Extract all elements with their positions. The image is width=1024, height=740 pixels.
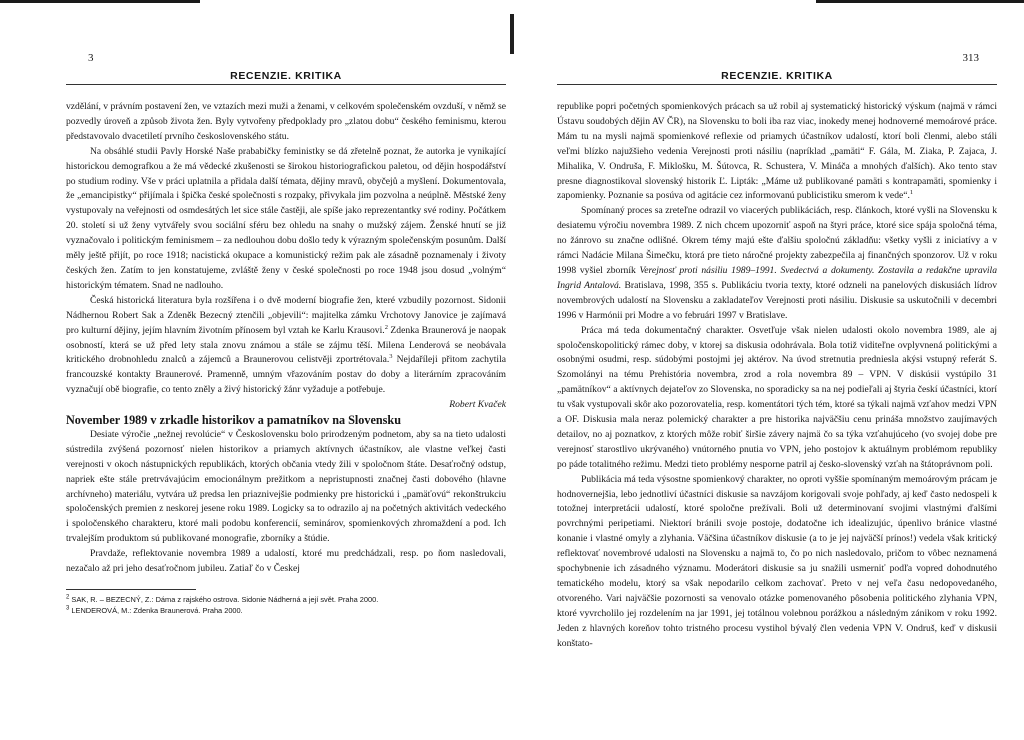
footnote-number: 2 bbox=[66, 594, 70, 601]
footnote-rule bbox=[66, 589, 196, 590]
header-rule bbox=[557, 84, 997, 85]
footnote bbox=[66, 605, 506, 616]
footnote bbox=[66, 594, 506, 605]
right-body-text bbox=[557, 100, 997, 652]
section-heading: November 1989 v zrkadle historikov a pamatníkov na Slovensku bbox=[66, 413, 401, 428]
book-gutter-shadow bbox=[510, 14, 514, 54]
paragraph-text: Spomínaný proces sa zreteľne odrazil vo viacerých publikáciách, resp. článkoch, ktoré vyšli na Slovensku k desiatemu výročiu novembra 1989. Z nich chcem upozorniť aspoň na štyri práce, ktoré sice spája spoločná téma, no žánrovo su značne odlišné. Okrem témy majú ešte ďalšiu spoločnú základňu: všetky vyšli z iniciatívy a v rámci Nadácie Milana Šimečku, ktorá pre tieto náročné projekty zabezpečila aj finančných sponzorov. Už v roku 1998 vyšiel zborník bbox=[557, 205, 997, 276]
footnote-ref: 3 bbox=[389, 353, 393, 361]
paragraph: Práca má teda dokumentačný charakter. Osvetľuje však nielen udalosti okolo novembra 1989, ale aj spoločenskopolitický rámec doby, v ktorej sa diskusia odohrávala. Bola totiž viditeľne ovplyvnená politickými a osobnými osudmi, resp. súdobými postojmi jej aktérov. Na úvod stretnutia predniesla akýsi vstupný referát S. Szomolányi na tému Prehistória novembra, zrod a rola novembra 89 – VPN. V diskúsii vystúpilo 31 „pamätníkov“ a aktívnych dejateľov zo Slovenska, no sporadicky sa na nej podieľali aj štyria českí účastníci, ktorí tu však vystupovali skôr ako pozorovatelia, resp. komentátori tých tém, ktoré sa týkali najmä vzťahov medzi VPN a OF. Diskusia mala neraz polemický charakter a pre historika najväčšiu cenu prináša množstvo zaujímavých detailov, no aj poznatkov, z ktorých môže robiť širšie závery najmä čo sa týka vzťahujúceho (vo svojej dobe pre verejnosť starostlivo ukrývaného) vnútorného pnutia vo VPN, jeho postojov k aktuálnym problémom republiky po páde totalitného režimu. Medzi tieto problémy nesporne patril aj česko-slovenský vzťah na štátoprávnom poli. bbox=[557, 324, 997, 470]
paragraph-text: Zdenka Braunerová je naopak osobností, která se už před lety stala znovu známou a stále se zájmu těší. Milena Lenderová se neobávala kritického drobnohledu znalců a zájemců a Braunerovou celistvěji zportrétovala. bbox=[66, 324, 507, 366]
page-number: 3 bbox=[88, 52, 94, 64]
paragraph-text: Česká historická literatura byla rozšířena i o dvě moderní biografie žen, které vzbudily pozornost. Sidonii Nádhernou Robert Sak a Zdeněk Bezecný ztenčili „objevili“: majitelka zámku Vrchotovy Janovice je zajímavá pro kulturní dějiny, jejím hlavním životním přínosem byl vztah ke Karlu Krausovi. bbox=[66, 294, 506, 336]
paragraph bbox=[66, 294, 506, 398]
paragraph: Publikácia má teda výsostne spomienkový charakter, no oproti vyššie spomínaným memoárovým prácam je hodnovernejšia, lebo jednotliví účastníci diskusie sa navzájom korigovali svoje pohľady, aj keď často nedospeli k totožnej interpretácii udalostí, ktoré spoločne prežívali. Boli už determinovaní svojimi vlastnými ďalšími povrchnými peripetiami. Niektorí bránili svoje postoje, dodatočne ich idealizujúc, úpenlivo bránice vlastné konanie i vlastné omyly a zlyhania. Väčšina účastníkov diskusie (a to je jej najväčší prínos!) vedela však kritický reflektovať novembrové udalosti na Slovensku a najmä to, čo po nich nasledovalo, pričom to vôbec neznamená spochybnenie ich zásadného významu. Moderátori diskusie sa ju snažili usmerniť podľa vopred dohodnutého tematického modelu, ktorý sa však nepodarilo celkom zachovať. Preto v nej veľa času nedopovedaného, otvoreného. Vari najväčšie pozornosti sa venovalo otázke pomenovaného pôsobenia politického zlyhania VPN, ktoré vyvrcholilo jej rozdelením na jar 1991, jej totálnou volebnou porážkou a následným zánikom v roku 1992. Jeden z hlavných koreňov tohto tristného procesu vystihol bývalý člen vedenia VPN V. Ondruš, keď v diskusii konštato- bbox=[557, 473, 997, 649]
header-rule bbox=[66, 84, 506, 85]
paragraph-text: republike popri početných spomienkových prácach sa už robil aj systematický historický výskum (najmä v rámci Ústavu soudobých dějin AV ČR), na Slovensku to boli iba raz viac, inokedy menej hodnoverné memoárové práce. Mám tu na mysli najmä spomienkové reflexie od priamych účastníkov udalostí, ktorí boli členmi, alebo stáli veľmi blízko najužšieho vedenia Verejnosti proti násiliu (napríklad „pamäti“ F. Gála, M. Ziaka, P. Zajaca, J. Mihalika, V. Ondruša, F. Miklošku, M. Šútovca, R. Schustera, V. Mináča a mnohých ďalších). Ako tento stav presne diagnostikoval slovenský historik Ľ. Lipták: „Máme už publikované pamäti s kontrapamäti, spomienky i zapomienky. Poznanie sa posúva od agitácie cez informovanú publicistiku smerom k vede“. bbox=[557, 101, 997, 202]
paragraph bbox=[557, 204, 997, 323]
paragraph bbox=[557, 100, 997, 204]
footnote-ref: 1 bbox=[909, 189, 914, 197]
footnote-text: SAK, R. – BEZECNÝ, Z.: Dáma z rajského ostrova. Sidonie Nádherná a její svět. Praha 2000. bbox=[71, 595, 379, 604]
right-page bbox=[557, 0, 997, 740]
paragraph: vzdělání, v právním postavení žen, ve vztazích mezi muži a ženami, v celkovém společenském ovzduší, v němž se pozvedly úroveň a způsob života žen. Byly vytvořeny předpoklady pro „zlatou dobu“ českého feminismu, kterou představovalo dvacetiletí prvního československého státu. bbox=[66, 101, 506, 142]
footnote-number: 3 bbox=[66, 605, 70, 612]
left-page bbox=[66, 0, 506, 740]
footnote-ref: 2 bbox=[384, 323, 388, 331]
author-signature: Robert Kvaček bbox=[449, 399, 506, 411]
footnote-text: LENDEROVÁ, M.: Zdenka Braunerová. Praha 2000. bbox=[71, 606, 243, 615]
paragraph-text: Bratislava, 1998, 355 s. Publikáciu tvoria texty, ktoré odzneli na panelových diskusiách lídrov novembrových udalostí na Slovensku a zakladateľov Verejnosti proti násiliu. Diskusie sa uskutočnili v decembri 1996 v Harmónii pri Modre a vo februári 1997 v Bratislave. bbox=[557, 279, 997, 321]
running-head: RECENZIE. KRITIKA bbox=[721, 70, 833, 82]
left-body-text bbox=[66, 100, 506, 616]
paragraph: Desiate výročie „nežnej revolúcie“ v Československu bolo prirodzeným podnetom, aby sa na tieto udalosti sústredila zvýšená pozornosť nielen historikov a priamych aktívnych účastníkov, ale vlastne veľkej časti verejnosti v okoch nástupnických republikách, ktorých občania vtedy žili v spoločnom štáte. Desaťročný odstup, napriek ešte stále pretrvávajúcim emocionálnym prežitkom a nepristupnosti značnej časti dobového (hlavne archívneho) materiálu, vytvára už predsa len priaznivejšie podmienky pre historickú i „pamäťovú“ rekonštrukciu spoločenských premien z neskorej jesene roku 1989. Logicky sa to odrazilo aj na početných aktivitách vedeckého i spoločenského charakteru, ktoré mali podobu konferencií, seminárov, spomienkových zhromaždení a pod. Ich trvalejším produktom sú publikované monografie, zborníky a štúdie. bbox=[66, 428, 506, 545]
paragraph: Na obsáhlé studii Pavly Horské Naše prababičky feministky se dá zřetelně poznat, že autorka je vynikající historickou demografkou a že má vědecké zkušenosti se širokou historiografickou paletou, od dějin hospodářství po studium rodiny. Vše v práci uplatnila a přidala další témata, dějiny mravů, obyčejů a myšlení. Dokumentovala, že „emancipistky“ přijímala i špička české společnosti s rozpaky, přivykala jim pozvolna a neúplně. Městské ženy vystupovaly na veřejnosti od osmdesátých let sice stále častěji, ale spíše jako reprezentantky své rodiny. Počátkem 20. století si už ženy vytvářely svou sociální sféru bez ohledu na snahy o mužský zájem. Ženské hnutí se již vyznačovalo i politickým feminismem – za nedlouhou dobu došlo tedy k výrazným společenským posunům. Další měly ještě přijít, po roce 1918; nacistická okupace a komunistický režim pak ale zásadně poznamenaly i životy českých žen. Zatím to jen konstatujeme, zvláště ženy v české společnosti po roce 1948 jsou dosud „volným“ historickým tématem. Snad ne nadlouho. bbox=[66, 145, 506, 291]
book-title: Verejnosť proti násiliu 1989–1991. Svedectvá a dokumenty. Zostavila a redakčne upravila Ingrid Antalová. bbox=[557, 264, 997, 291]
running-head: RECENZIE. KRITIKA bbox=[230, 70, 342, 82]
page-number: 313 bbox=[962, 52, 979, 64]
paragraph-text: Nejdaříleji přitom zachytila francouzské kontakty Braunerové. Pramenně, umným vřazováním postav do doby a literárním zpracováním vyznačují obě biografie, co tento zněly a živý historický žánr vyžaduje a potřebuje. bbox=[66, 354, 507, 396]
paragraph: Pravdaže, reflektovanie novembra 1989 a udalostí, ktoré mu predchádzali, resp. po ňom nasledovali, nezačalo až pri jeho desaťročnom jubileu. Zatiaľ čo v Českej bbox=[66, 548, 506, 575]
